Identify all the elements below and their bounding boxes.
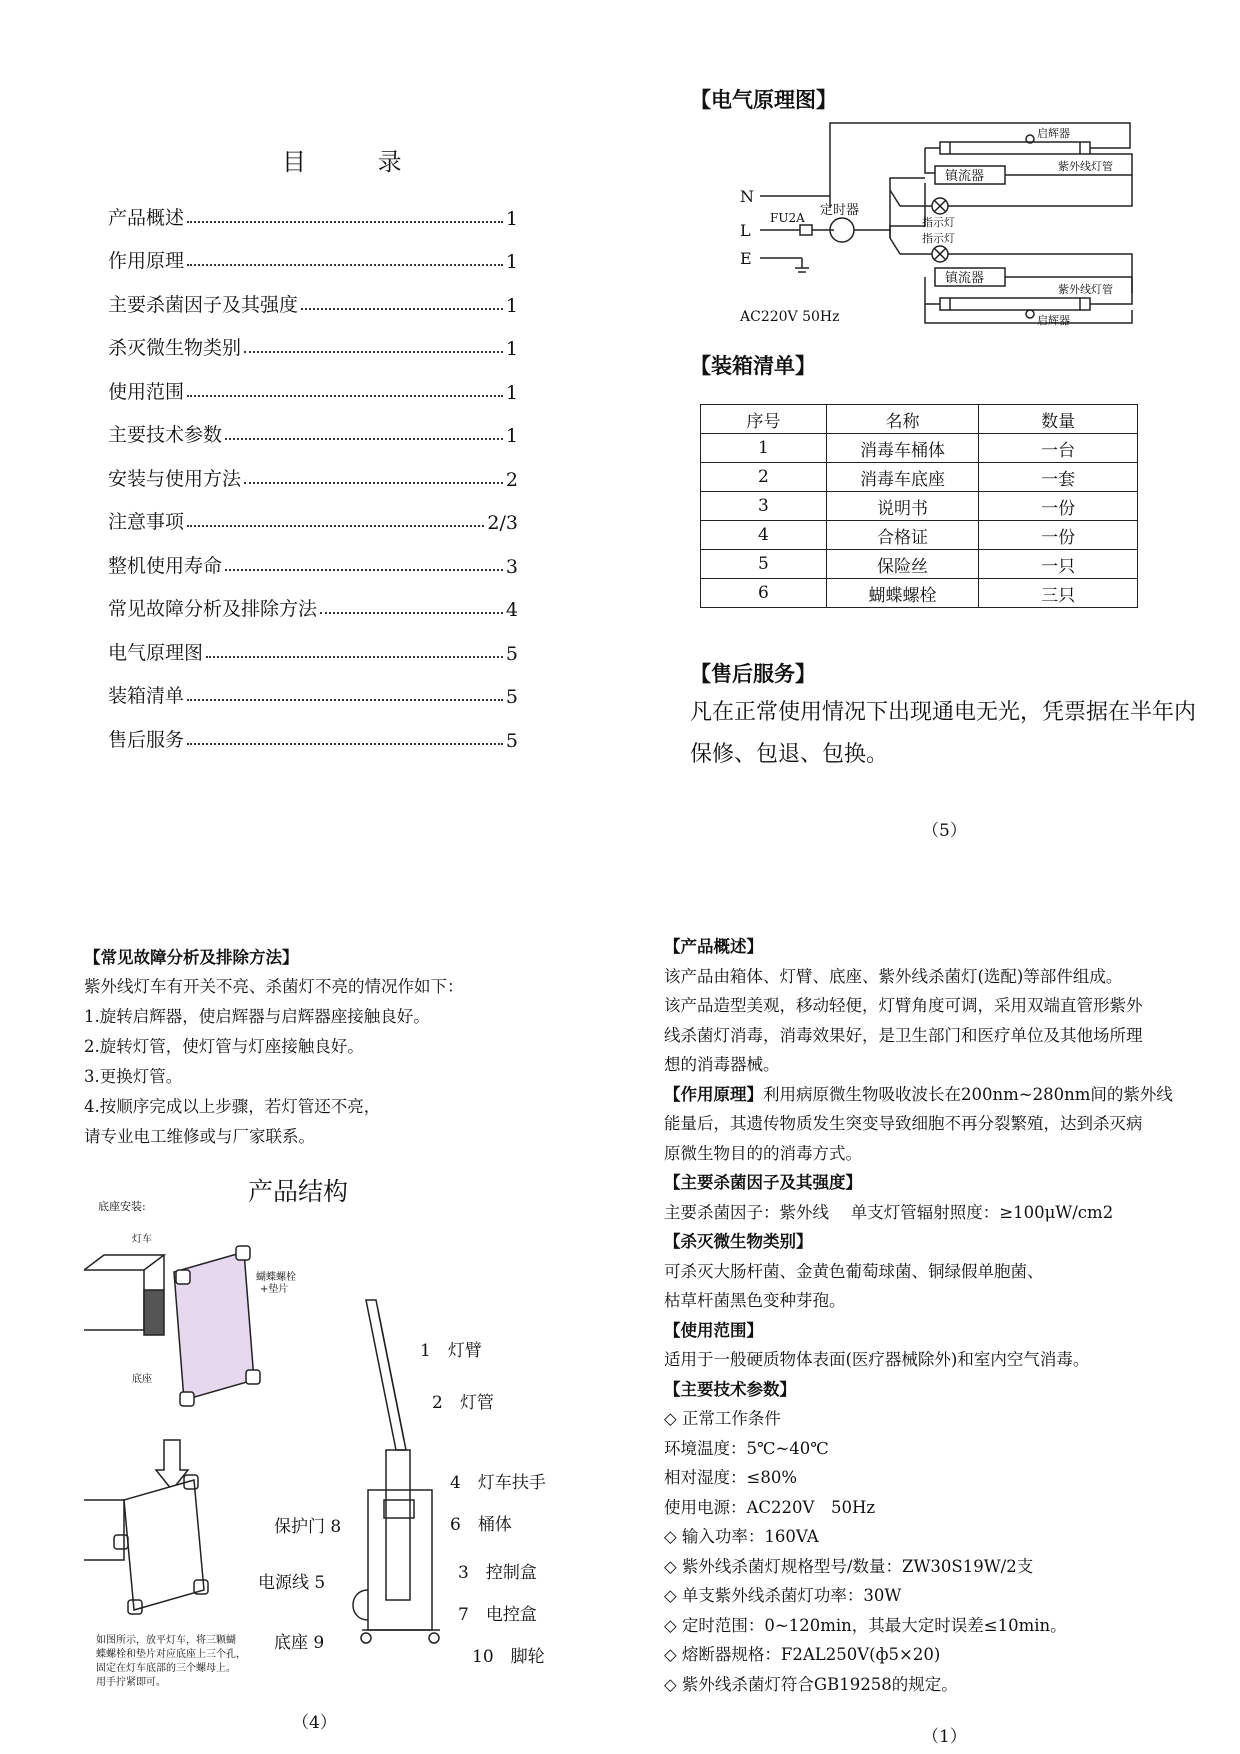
lamp-arm [366, 1300, 406, 1450]
overview-line: ◇ 正常工作条件 [664, 1409, 781, 1428]
install-note-line: 固定在灯车底部的三个螺母上。 [96, 1663, 236, 1674]
table-cell: 保险丝 [826, 550, 978, 579]
install-note-line: 用手拧紧即可。 [96, 1677, 166, 1688]
uv-tube-bottom [940, 298, 1090, 310]
part-label [458, 1558, 537, 1583]
table-cell: 一套 [979, 463, 1138, 492]
table-cell: 1 [701, 434, 827, 463]
toc-dots [187, 743, 503, 745]
part-number: 9 [313, 1633, 325, 1653]
overview-line: 适用于一般硬质物体表面(医疗器械除外)和室内空气消毒。 [664, 1350, 1090, 1369]
toc-label: 常见故障分析及排除方法 [108, 598, 318, 620]
overview-line [664, 1080, 1240, 1110]
toc-label: 电气原理图 [108, 641, 204, 664]
part-number: 2 [432, 1393, 443, 1413]
part-name: 灯管 [459, 1393, 494, 1413]
overview-line: 想的消毒器械。 [664, 1055, 780, 1074]
toc-label: 主要杀菌因子及其强度 [108, 293, 299, 316]
table-cell: 6 [701, 579, 827, 608]
table-cell: 5 [701, 550, 827, 579]
part-label [472, 1642, 545, 1667]
overview-line: 使用电源：AC220V 50Hz [664, 1497, 876, 1517]
packing-heading: 【装箱清单】 [690, 354, 816, 378]
toc-page: 5 [505, 642, 518, 665]
fault-line: 1.旋转启辉器，使启辉器与启辉器座接触良好。 [84, 1007, 430, 1026]
table-row [701, 521, 1138, 550]
toc-row [108, 621, 518, 665]
toc-page: 4 [505, 599, 518, 621]
barrel-upper [386, 1450, 410, 1600]
toc-page: 3 [505, 555, 518, 578]
starter-bottom-label: 启辉器 [1037, 314, 1070, 327]
base-label: 底座 [132, 1374, 152, 1385]
part-number: 4 [450, 1473, 461, 1493]
toc-dots [187, 264, 503, 266]
circuit-diagram [740, 118, 1160, 338]
toc-row [108, 230, 518, 274]
fault-line: 紫外线灯车有开关不亮、杀菌灯不亮的情况作如下： [84, 977, 464, 996]
part-name: 脚轮 [510, 1647, 545, 1667]
overview-line: 【主要技术参数】 [664, 1379, 796, 1399]
toc-label: 售后服务 [108, 728, 185, 751]
table-cell: 消毒车底座 [826, 463, 978, 492]
toc-row [108, 578, 518, 622]
overview-line: 能量后，其遗传物质发生突变导致细胞不再分裂繁殖，达到杀灭病 [664, 1114, 1143, 1133]
toc-row [108, 273, 518, 317]
overview-line: 枯草杆菌黑色变种芽孢。 [664, 1291, 846, 1310]
power-cord [353, 1590, 368, 1620]
part-name: 电源线 [258, 1573, 309, 1593]
packing-table [700, 404, 1138, 608]
overview-line: 【使用范围】 [664, 1320, 763, 1340]
toc-label: 注意事项 [108, 511, 185, 533]
overview-section [664, 932, 1240, 1699]
base-install-label: 底座安装: [98, 1200, 146, 1213]
toc-row [108, 447, 518, 491]
toc-dots [187, 395, 503, 397]
overview-line: ◇ 单支紫外线杀菌灯功率：30W [664, 1586, 902, 1605]
table-cell: 一只 [979, 550, 1138, 579]
table-header-cell: 名称 [826, 405, 978, 434]
table-header-cell: 序号 [701, 405, 827, 434]
overview-line: 【杀灭微生物类别】 [664, 1232, 813, 1251]
toc-page: 5 [505, 686, 518, 708]
part-label [450, 1510, 512, 1535]
barrel-body [368, 1490, 432, 1630]
table-cell: 合格证 [826, 521, 978, 550]
caster-icon [361, 1633, 371, 1643]
table-row [701, 434, 1138, 463]
part-name: 灯臂 [447, 1341, 482, 1361]
part-name: 保护门 [274, 1517, 325, 1537]
ballast-top-label: 镇流器 [945, 169, 985, 184]
toc-page: 1 [505, 294, 518, 317]
circuit-heading: 【电气原理图】 [690, 88, 837, 112]
toc-label: 整机使用寿命 [108, 554, 223, 577]
overview-line: ◇ 定时范围：0~120min，其最大定时误差≤10min。 [664, 1615, 1067, 1635]
toc-list [108, 186, 518, 752]
toc-dots [187, 221, 503, 223]
toc-dots [225, 569, 503, 571]
table-cell: 一台 [979, 434, 1138, 463]
timer-label: 定时器 [820, 203, 860, 218]
toc-page: 1 [505, 381, 518, 404]
part-number: 6 [450, 1515, 461, 1535]
toc-dots [187, 699, 503, 701]
install-note [96, 1634, 246, 1690]
uv-tube-top [940, 142, 1090, 154]
overview-line: ◇ 紫外线杀菌灯规格型号/数量：ZW30S19W/2支 [664, 1556, 1034, 1576]
page-number-4: （4） [292, 1713, 337, 1733]
table-cell: 一份 [979, 492, 1138, 521]
bolt-label-2: +垫片 [260, 1284, 289, 1295]
part-number: 1 [420, 1341, 431, 1361]
part-label [420, 1336, 482, 1361]
toc-row [108, 491, 518, 535]
part-number: 8 [330, 1517, 342, 1537]
toc-row [108, 708, 518, 752]
service-line-1: 凡在正常使用情况下出现通电无光，凭票据在半年内 [690, 700, 1197, 725]
indicator-bottom-label: 指示灯 [922, 232, 955, 245]
overview-line: 该产品造型美观，移动轻便，灯臂角度可调，采用双端直管形紫外 [664, 996, 1143, 1015]
supply-label: AC220V 50Hz [740, 309, 840, 325]
table-row [701, 492, 1138, 521]
ballast-bottom-label: 镇流器 [945, 271, 985, 286]
part-label-left [274, 1628, 324, 1653]
starter-top-label: 启辉器 [1037, 127, 1070, 140]
part-name: 底座 [274, 1633, 308, 1653]
overview-line: 原微生物目的的消毒方式。 [664, 1143, 862, 1163]
part-name: 电控盒 [485, 1605, 537, 1625]
overview-line: 环境温度：5℃~40℃ [664, 1438, 829, 1458]
faults-heading: 【常见故障分析及排除方法】 [84, 948, 299, 967]
fault-line: 3.更换灯管。 [84, 1067, 183, 1086]
table-header-row [701, 405, 1138, 434]
part-name: 控制盒 [485, 1563, 537, 1583]
part-number: 7 [458, 1605, 469, 1625]
table-cell: 3 [701, 492, 827, 521]
toc-dots [225, 438, 503, 440]
overview-line: 可杀灭大肠杆菌、金黄色葡萄球菌、铜绿假单胞菌、 [664, 1261, 1044, 1281]
overview-line: 【主要杀菌因子及其强度】 [664, 1173, 862, 1192]
overview-line: 【产品概述】 [664, 937, 763, 956]
overview-line: 相对湿度：≤80% [664, 1468, 797, 1487]
table-cell: 4 [701, 521, 827, 550]
toc-row [108, 404, 518, 448]
overview-heading: 【作用原理】 [664, 1084, 763, 1104]
toc-dots [187, 525, 484, 527]
toc-label: 安装与使用方法 [108, 467, 242, 490]
table-cell: 三只 [979, 579, 1138, 608]
table-cell: 2 [701, 463, 827, 492]
table-cell: 蝴蝶螺栓 [826, 579, 978, 608]
fuse-label: FU2A [770, 211, 805, 225]
table-row [701, 463, 1138, 492]
table-cell: 消毒车桶体 [826, 434, 978, 463]
toc-label: 作用原理 [108, 250, 185, 272]
table-row [701, 550, 1138, 579]
install-note-line: 蝶螺栓和垫片对应底座上三个孔， [96, 1649, 246, 1660]
toc-page: 1 [505, 338, 518, 360]
overview-line: 线杀菌灯消毒，消毒效果好，是卫生部门和医疗单位及其他场所理 [664, 1025, 1143, 1045]
overview-line: ◇ 紫外线杀菌灯符合GB19258的规定。 [664, 1674, 958, 1694]
toc-row [108, 186, 518, 230]
table-cell: 一份 [979, 521, 1138, 550]
part-label [458, 1600, 537, 1625]
overview-line: 主要杀菌因子：紫外线 单支灯管辐射照度：≥100μW/cm2 [664, 1202, 1114, 1222]
table-header-cell: 数量 [979, 405, 1138, 434]
toc-row [108, 317, 518, 361]
part-number: 5 [314, 1573, 326, 1593]
overview-text: 利用病原微生物吸收波长在200nm~280nm间的紫外线 [763, 1084, 1173, 1104]
lamp-cart-label: 灯车 [132, 1234, 152, 1245]
toc-row [108, 665, 518, 709]
toc-page: 2 [505, 468, 518, 491]
overview-line: ◇ 熔断器规格：F2AL250V(ф5×20) [664, 1645, 941, 1664]
faults-list [84, 972, 464, 1152]
part-number: 3 [458, 1563, 469, 1583]
n-label: N [740, 187, 754, 206]
part-label [432, 1388, 494, 1413]
toc-dots [244, 482, 503, 484]
toc-page: 2/3 [487, 512, 518, 534]
toc-page: 1 [505, 207, 518, 230]
toc-label: 装箱清单 [108, 685, 185, 707]
table-cell: 说明书 [826, 492, 978, 521]
overview-line: ◇ 输入功率：160VA [664, 1527, 819, 1546]
toc-dots [244, 351, 503, 353]
toc-page: 5 [505, 729, 518, 752]
toc-dots [206, 656, 503, 658]
e-label: E [740, 249, 752, 268]
uv-top-label: 紫外线灯管 [1058, 160, 1113, 173]
fault-line: 4.按顺序完成以上步骤，若灯管还不亮， [84, 1097, 381, 1116]
part-name: 灯车扶手 [477, 1473, 546, 1493]
toc-label: 主要技术参数 [108, 424, 223, 446]
toc-row [108, 360, 518, 404]
l-label: L [740, 221, 751, 240]
part-label-left [258, 1568, 325, 1593]
cart-end-panel [144, 1290, 164, 1335]
overview-line: 该产品由箱体、灯臂、底座、紫外线杀菌灯(选配)等部件组成。 [664, 966, 1123, 986]
toc-label: 产品概述 [108, 206, 185, 229]
toc-label: 杀灭微生物类别 [108, 337, 242, 359]
part-number: 10 [472, 1647, 494, 1667]
service-line-2: 保修、包退、包换。 [690, 742, 889, 767]
fuse-icon [800, 225, 812, 235]
toc-title: 目 录 [282, 148, 434, 176]
page-number-5: （5） [922, 821, 967, 841]
toc-page: 1 [505, 251, 518, 273]
install-note-line: 如图所示，放平灯车，将三颗蝴 [96, 1635, 236, 1646]
table-row [701, 579, 1138, 608]
starter-bottom-icon [1026, 310, 1034, 318]
toc-dots [301, 308, 503, 310]
part-label [450, 1468, 546, 1493]
toc-label: 使用范围 [108, 380, 185, 403]
part-name: 桶体 [477, 1515, 512, 1535]
service-text [690, 692, 1210, 776]
bolt-label-1: 蝴蝶螺栓 [256, 1272, 296, 1283]
fault-line: 2.旋转灯管，使灯管与灯座接触良好。 [84, 1037, 364, 1056]
part-label-left [274, 1512, 341, 1537]
fault-line: 请专业电工维修或与厂家联系。 [84, 1127, 315, 1146]
indicator-top-label: 指示灯 [922, 216, 955, 229]
toc-row [108, 534, 518, 578]
structure-title: 产品结构 [248, 1177, 349, 1206]
uv-bottom-label: 紫外线灯管 [1058, 283, 1113, 296]
toc-page: 1 [505, 425, 518, 447]
service-heading: 【售后服务】 [690, 662, 816, 686]
page-number-1: （1） [922, 1727, 967, 1747]
toc-dots [320, 612, 503, 614]
